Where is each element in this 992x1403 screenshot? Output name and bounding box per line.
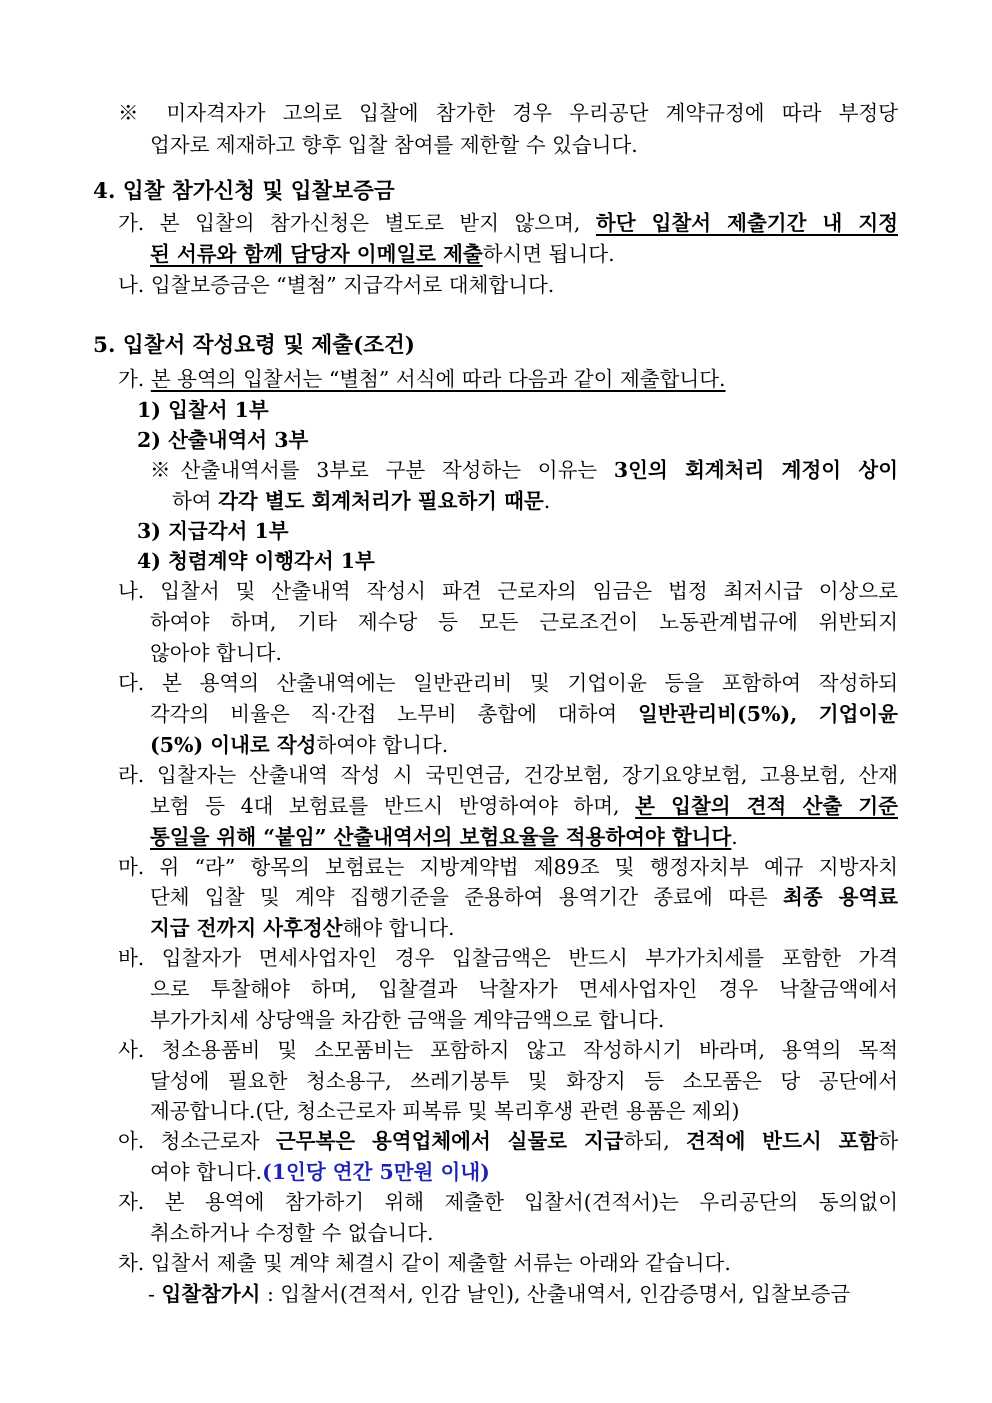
ra2-emphasis: 본 입찰의 견적 산출 기준 [635, 794, 898, 818]
ma3-emphasis: 지급 전까지 사후정산 [150, 916, 343, 940]
ma2-emphasis: 최종 용역료 [783, 885, 898, 909]
item-3: 3) 지급각서 1부 [137, 519, 289, 543]
ra3-emphasis: 통일을 위해 “붙임” 산출내역서의 보험요율을 적용하여야 합니다 [150, 825, 732, 849]
na-line-2: 하여야 하며, 기타 제수당 등 모든 근로조건이 노동관계법규에 위반되지 [150, 610, 898, 634]
sec4-ga-line-1 [118, 208, 898, 238]
cha-line-1: 차. 입찰서 제출 및 계약 체결시 같이 제출할 서류는 아래와 같습니다. [118, 1251, 731, 1275]
sec4-ga2-text: 하시면 됩니다. [482, 242, 615, 266]
section-5-title: 5. 입찰서 작성요령 및 제출(조건) [93, 333, 415, 358]
ra2-text: 보험 등 4대 보험료를 반드시 반영하여야 하며, [150, 794, 636, 818]
sec4-na: 나. 입찰보증금은 “별첨” 지급각서로 대체합니다. [118, 273, 555, 297]
a1-emphasis-1: 근무복은 용역업체에서 실물로 지급 [275, 1129, 624, 1153]
ma3-text: 해야 합니다. [342, 916, 455, 940]
sec4-ga-text: 가. 본 입찰의 참가신청은 별도로 받지 않으며, [118, 211, 596, 235]
a1-emphasis-2: 견적에 반드시 포함 [685, 1129, 879, 1153]
ba-line-1: 바. 입찰자가 면세사업자인 경우 입찰금액은 반드시 부가가치세를 포함한 가격 [118, 946, 898, 970]
note2-emphasis: 각각 별도 회계처리가 필요하기 때문 [218, 489, 544, 513]
ja-line-2: 취소하거나 수정할 수 없습니다. [150, 1221, 434, 1245]
ba-line-3: 부가가치세 상당액을 차감한 금액을 계약금액으로 합니다. [150, 1008, 665, 1032]
ra-line-3 [150, 822, 738, 852]
a-line-2 [150, 1157, 490, 1187]
sec5-ga-underlined: 본 용역의 입찰서는 “별첨” 서식에 따라 다음과 같이 제출합니다. [150, 367, 726, 391]
ra-line-2 [150, 791, 898, 821]
note1-text: ※산출내역서를 3부로 구분 작성하는 이유는 [150, 458, 614, 482]
item-2-note-line-2 [172, 486, 550, 516]
da-line-2 [150, 699, 898, 729]
section-4-title: 4. 입찰 참가신청 및 입찰보증금 [93, 179, 395, 204]
note2-text: 하여 [172, 489, 219, 513]
ra3-period: . [731, 825, 738, 849]
da-line-3 [150, 730, 448, 760]
cha2-emphasis: 입찰참가시 [161, 1282, 261, 1306]
sa-line-1: 사. 청소용품비 및 소모품비는 포함하지 않고 작성하시기 바라며, 용역의 목적 [118, 1038, 898, 1062]
item-1: 1) 입찰서 1부 [137, 398, 269, 422]
item-4: 4) 청렴계약 이행각서 1부 [137, 549, 375, 573]
a1-text: 아. 청소근로자 [118, 1129, 276, 1153]
note-line-1: ※ 미자격자가 고의로 입찰에 참가한 경우 우리공단 계약규정에 따라 부정당 [118, 101, 898, 125]
ma-line-1: 마. 위 “라” 항목의 보험료는 지방계약법 제89조 및 행정자치부 예규 지방자치 [118, 855, 898, 879]
item-2: 2) 산출내역서 3부 [137, 428, 309, 452]
sa-line-2: 달성에 필요한 청소용구, 쓰레기봉투 및 화장지 등 소모품은 당 공단에서 [150, 1069, 898, 1093]
ja-line-1: 자. 본 용역에 참가하기 위해 제출한 입찰서(견적서)는 우리공단의 동의없이 [118, 1190, 898, 1214]
note-line-2: 업자로 제재하고 향후 입찰 참여를 제한할 수 있습니다. [150, 133, 638, 157]
sa-line-3: 제공합니다.(단, 청소근로자 피복류 및 복리후생 관련 용품은 제외) [150, 1099, 740, 1123]
a1-text-2: 하되, [623, 1129, 686, 1153]
a2-text: 여야 합니다. [150, 1160, 263, 1184]
cha-line-2 [148, 1279, 850, 1309]
na-line-3: 않아야 합니다. [150, 641, 282, 665]
note1-emphasis: 3인의 회계처리 계정이 상이 [613, 458, 898, 482]
cha2-text: : 입찰서(견적서, 인감 날인), 산출내역서, 인감증명서, 입찰보증금 [260, 1282, 851, 1306]
item-2-note-line-1 [150, 455, 898, 485]
sec5-ga [118, 364, 726, 394]
a2-blue-note: (1인당 연간 5만원 이내) [262, 1160, 490, 1184]
sec5-ga-prefix: 가. [118, 367, 151, 391]
ra-line-1: 라. 입찰자는 산출내역 작성 시 국민연금, 건강보험, 장기요양보험, 고용보험, 산재 [118, 763, 898, 787]
note2-period: . [543, 489, 551, 513]
a1-text-3: 하 [878, 1129, 898, 1153]
ma2-text: 단체 입찰 및 계약 집행기준을 준용하여 용역기간 종료에 따른 [150, 885, 784, 909]
da3-emphasis: (5%) 이내로 작성 [150, 733, 317, 757]
da2-emphasis: 일반관리비(5%), 기업이윤 [638, 702, 898, 726]
da2-text: 각각의 비율은 직·간접 노무비 총합에 대하여 [150, 702, 639, 726]
na-line-1: 나. 입찰서 및 산출내역 작성시 파견 근로자의 임금은 법정 최저시급 이상으로 [118, 579, 898, 603]
ba-line-2: 으로 투찰해야 하며, 입찰결과 낙찰자가 면세사업자인 경우 낙찰금액에서 [150, 977, 898, 1001]
sec4-ga-line-2 [150, 239, 615, 269]
a-line-1 [118, 1126, 898, 1156]
da3-text: 하여야 합니다. [316, 733, 449, 757]
ma-line-3 [150, 913, 455, 943]
sec4-ga-emphasis: 하단 입찰서 제출기간 내 지정 [595, 211, 898, 235]
cha2-dash: - [148, 1282, 162, 1306]
sec4-ga2-emphasis: 된 서류와 함께 담당자 이메일로 제출 [150, 242, 483, 266]
ma-line-2 [150, 882, 898, 912]
da-line-1: 다. 본 용역의 산출내역에는 일반관리비 및 기업이윤 등을 포함하여 작성하되 [118, 671, 898, 695]
